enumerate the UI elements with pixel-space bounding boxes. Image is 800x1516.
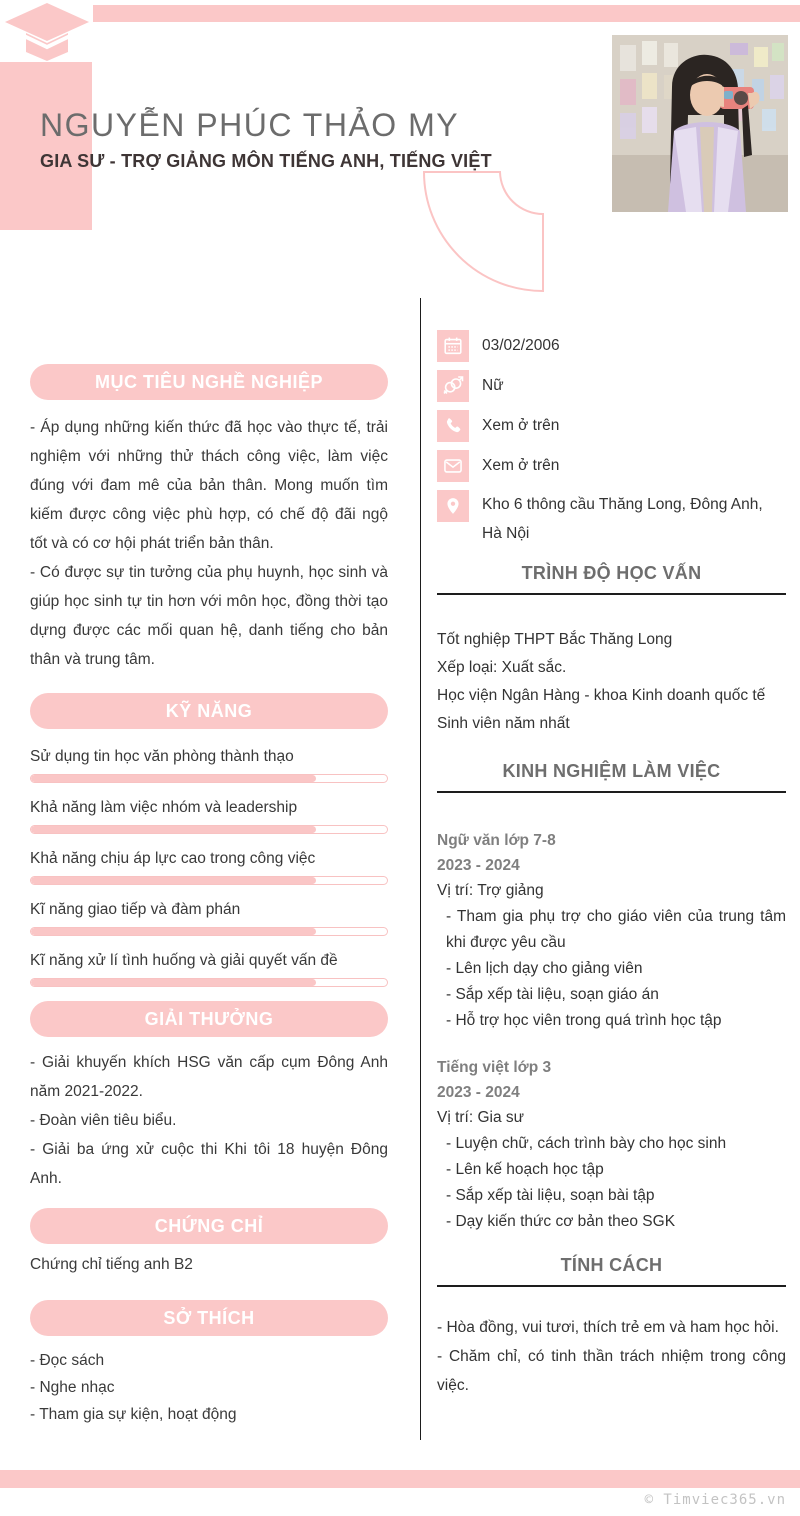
skill-item: [30, 746, 388, 783]
contact-row-email: [437, 450, 786, 482]
skill-item: [30, 950, 388, 987]
job-duty: - Luyện chữ, cách trình bày cho học sinh: [446, 1135, 727, 1152]
right-column: [437, 330, 786, 1400]
certificates-section: [30, 1252, 388, 1278]
experience-job: [437, 1055, 786, 1235]
calendar-icon: [437, 330, 469, 362]
phone-icon: [437, 410, 469, 442]
education-line: Học viện Ngân Hàng - khoa Kinh doanh quốc tế: [437, 687, 766, 704]
column-divider: [420, 298, 421, 1440]
section-heading-experience: KINH NGHIỆM LÀM VIỆC: [437, 761, 786, 793]
award-item: - Giải ba ứng xử cuộc thi Khi tôi 18 huyện Đông Anh.: [30, 1141, 388, 1187]
watermark-credit: © Timviec365.vn: [644, 1492, 786, 1508]
bottom-accent-bar: [0, 1470, 800, 1488]
personality-paragraph: - Chăm chỉ, có tinh thần trách nhiệm trong công việc.: [437, 1348, 786, 1394]
contact-row-address: [437, 490, 786, 548]
email-icon: [437, 450, 469, 482]
quarter-arc-decoration: [418, 163, 550, 295]
section-heading-personality: TÍNH CÁCH: [437, 1255, 786, 1287]
phone-value: Xem ở trên: [482, 417, 560, 434]
skill-label: Kĩ năng xử lí tình huống và giải quyết vấn đề: [30, 952, 338, 969]
personality-paragraph: - Hòa đồng, vui tươi, thích trẻ em và ham học hỏi.: [437, 1319, 779, 1336]
skill-progress-track: [30, 876, 388, 885]
skill-label: Sử dụng tin học văn phòng thành thạo: [30, 748, 294, 765]
candidate-job-title: GIA SƯ - TRỢ GIẢNG MÔN TIẾNG ANH, TIẾNG VIỆT: [40, 151, 492, 171]
job-duty: - Tham gia phụ trợ cho giáo viên của trung tâm khi được yêu cầu: [446, 908, 786, 951]
objective-paragraph: - Áp dụng những kiến thức đã học vào thực tế, trải nghiệm với những thử thách công việc, làm việc đúng với đam mê của bản thân. Mong muốn tìm kiếm được công việc phù hợp, có chế độ đãi ngộ tốt và có cơ hội phát triển bản thân.: [30, 419, 388, 552]
education-line: Sinh viên năm nhất: [437, 715, 570, 732]
contact-row-phone: [437, 410, 786, 442]
job-period: 2023 - 2024: [437, 1084, 520, 1101]
education-line: Tốt nghiệp THPT Bắc Thăng Long: [437, 631, 673, 648]
award-item: - Giải khuyến khích HSG văn cấp cụm Đông Anh năm 2021-2022.: [30, 1054, 388, 1100]
contact-row-birthday: [437, 330, 786, 362]
skill-label: Khả năng làm việc nhóm và leadership: [30, 799, 298, 816]
email-value: Xem ở trên: [482, 457, 560, 474]
hobby-item: - Nghe nhạc: [30, 1379, 115, 1396]
skill-progress-fill: [31, 979, 316, 986]
profile-photo: [612, 35, 788, 212]
section-heading-certificates: CHỨNG CHỈ: [30, 1208, 388, 1244]
education-section: [437, 626, 786, 738]
skill-label: Kĩ năng giao tiếp và đàm phán: [30, 901, 241, 918]
location-icon: [437, 490, 469, 522]
objective-paragraph: - Có được sự tin tưởng của phụ huynh, học sinh và giúp học sinh tự tin hơn với môn học, đồng thời tạo dựng được các mối quan hệ, danh tiếng cho bản thân và trung tâm.: [30, 564, 388, 668]
skills-section: [30, 746, 388, 987]
awards-section: [30, 1048, 388, 1193]
job-duty: - Hỗ trợ học viên trong quá trình học tập: [446, 1012, 722, 1029]
objective-section: [30, 413, 388, 674]
skill-progress-fill: [31, 928, 316, 935]
hobbies-section: [30, 1347, 388, 1428]
top-accent-bar: [93, 5, 800, 22]
section-heading-skills: KỸ NĂNG: [30, 693, 388, 729]
job-position: Vị trí: Gia sư: [437, 1109, 525, 1126]
job-period: 2023 - 2024: [437, 857, 520, 874]
gender-value: Nữ: [482, 377, 504, 394]
skill-progress-track: [30, 774, 388, 783]
job-duty: - Dạy kiến thức cơ bản theo SGK: [446, 1213, 676, 1230]
hobby-item: - Đọc sách: [30, 1352, 105, 1369]
skill-label: Khả năng chịu áp lực cao trong công việc: [30, 850, 316, 867]
job-title: Ngữ văn lớp 7-8: [437, 832, 556, 849]
skill-progress-track: [30, 927, 388, 936]
job-duty: - Sắp xếp tài liệu, soạn bài tập: [446, 1187, 655, 1204]
skill-progress-fill: [31, 826, 316, 833]
section-heading-awards: GIẢI THƯỞNG: [30, 1001, 388, 1037]
job-title: Tiếng việt lớp 3: [437, 1059, 552, 1076]
personality-section: [437, 1313, 786, 1400]
award-item: - Đoàn viên tiêu biểu.: [30, 1112, 177, 1129]
graduation-cap-icon: [4, 2, 90, 64]
contact-row-gender: [437, 370, 786, 402]
birthday-value: 03/02/2006: [482, 337, 560, 354]
skill-item: [30, 797, 388, 834]
education-line: Xếp loại: Xuất sắc.: [437, 659, 567, 676]
left-column: [30, 364, 388, 1428]
skill-item: [30, 899, 388, 936]
job-duty: - Lên kế hoạch học tập: [446, 1161, 604, 1178]
job-duty: - Sắp xếp tài liệu, soạn giáo án: [446, 986, 659, 1003]
address-value: Kho 6 thông cầu Thăng Long, Đông Anh, Hà Nội: [482, 496, 763, 542]
experience-job: [437, 828, 786, 1034]
skill-progress-track: [30, 825, 388, 834]
skill-item: [30, 848, 388, 885]
job-duty: - Lên lịch dạy cho giảng viên: [446, 960, 643, 977]
certificate-item: Chứng chỉ tiếng anh B2: [30, 1256, 193, 1273]
gender-icon: [437, 370, 469, 402]
skill-progress-fill: [31, 877, 316, 884]
skill-progress-fill: [31, 775, 316, 782]
left-accent-block: [0, 62, 92, 230]
hobby-item: - Tham gia sự kiện, hoạt động: [30, 1406, 237, 1423]
section-heading-education: TRÌNH ĐỘ HỌC VẤN: [437, 563, 786, 595]
candidate-name: NGUYỄN PHÚC THẢO MY: [40, 107, 460, 143]
job-position: Vị trí: Trợ giảng: [437, 882, 544, 899]
section-heading-objective: MỤC TIÊU NGHỀ NGHIỆP: [30, 364, 388, 400]
skill-progress-track: [30, 978, 388, 987]
section-heading-hobbies: SỞ THÍCH: [30, 1300, 388, 1336]
